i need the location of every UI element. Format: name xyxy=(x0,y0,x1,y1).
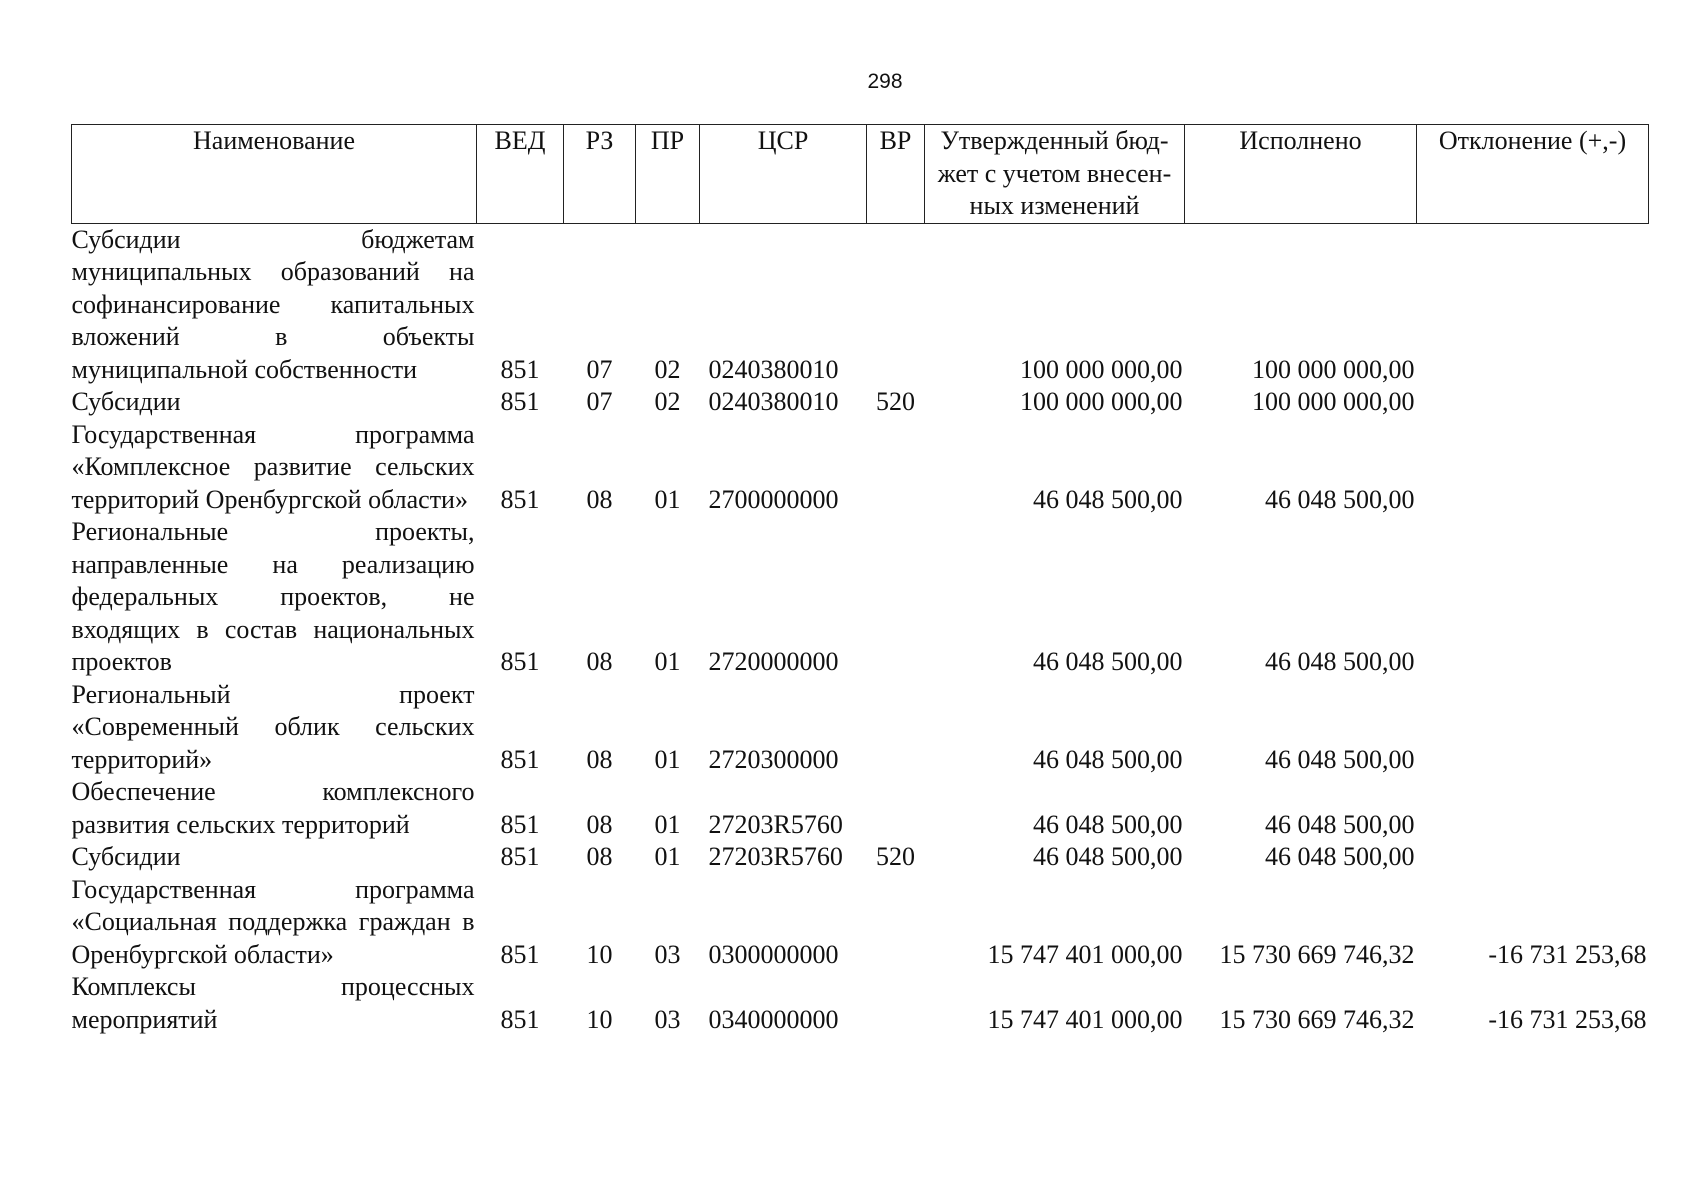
cell-ved: 851 xyxy=(500,939,540,969)
table-body xyxy=(72,223,1649,1036)
cell-csr: 0240380010 xyxy=(708,354,839,384)
cell-deviation xyxy=(1417,776,1649,841)
cell-csr: 2720000000 xyxy=(708,647,839,676)
cell-executed: 15 730 669 746,32 xyxy=(1219,1004,1415,1034)
cell-name: Субсидии бюджетам муниципальных образований на софинансирование капитальных вложений в объекты муниципальной собственности xyxy=(71,224,475,384)
cell-approved: 46 048 500,00 xyxy=(1033,809,1183,839)
header-approved-budget: Утвержденный бюд-жет с учетом внесен-ных изменений xyxy=(925,125,1185,224)
cell-approved: 15 747 401 000,00 xyxy=(987,1004,1183,1034)
cell-executed: 46 048 500,00 xyxy=(1265,744,1415,774)
cell-deviation xyxy=(1417,386,1649,419)
cell-vr: 520 xyxy=(876,842,915,871)
cell-approved: 46 048 500,00 xyxy=(1033,744,1183,774)
cell-approved: 46 048 500,00 xyxy=(1033,484,1183,514)
cell-ved: 851 xyxy=(500,387,540,416)
cell-rz: 08 xyxy=(586,484,613,514)
cell-executed: 46 048 500,00 xyxy=(1265,842,1415,871)
cell-ved: 851 xyxy=(500,1004,540,1034)
cell-approved: 100 000 000,00 xyxy=(1020,354,1183,384)
cell-pr: 01 xyxy=(654,842,681,871)
cell-vr xyxy=(867,419,925,517)
cell-deviation xyxy=(1417,516,1649,679)
cell-deviation xyxy=(1417,223,1649,386)
cell-pr: 03 xyxy=(654,1004,681,1034)
cell-name: Региональный проект «Современный облик сельских территорий» xyxy=(71,679,475,774)
table-row xyxy=(72,386,1649,419)
table-row xyxy=(72,419,1649,517)
cell-csr: 2700000000 xyxy=(708,484,839,514)
cell-name: Субсидии xyxy=(71,842,181,871)
cell-executed: 15 730 669 746,32 xyxy=(1219,939,1415,969)
cell-executed: 46 048 500,00 xyxy=(1265,809,1415,839)
cell-rz: 08 xyxy=(586,744,613,774)
cell-approved: 15 747 401 000,00 xyxy=(987,939,1183,969)
cell-rz: 07 xyxy=(586,354,613,384)
cell-vr: 520 xyxy=(876,387,915,416)
table-row xyxy=(72,223,1649,386)
cell-pr: 01 xyxy=(654,647,681,676)
cell-csr: 2720300000 xyxy=(708,744,839,774)
header-ved: ВЕД xyxy=(477,125,564,224)
cell-name: Обеспечение комплексного развития сельских территорий xyxy=(71,777,475,839)
cell-deviation: -16 731 253,68 xyxy=(1488,1004,1647,1034)
cell-ved: 851 xyxy=(500,354,540,384)
cell-approved: 100 000 000,00 xyxy=(1020,387,1183,416)
header-name: Наименование xyxy=(72,125,477,224)
cell-rz: 10 xyxy=(586,1004,613,1034)
cell-vr xyxy=(867,223,925,386)
cell-vr xyxy=(867,776,925,841)
table-row xyxy=(72,776,1649,841)
header-vr: ВР xyxy=(867,125,925,224)
cell-deviation xyxy=(1417,841,1649,874)
table-row xyxy=(72,516,1649,679)
cell-rz: 08 xyxy=(586,647,613,676)
cell-ved: 851 xyxy=(500,809,540,839)
cell-name: Региональные проекты, направленные на реализацию федеральных проектов, не входящих в состав национальных проектов xyxy=(71,517,475,676)
cell-vr xyxy=(867,971,925,1036)
cell-pr: 01 xyxy=(654,809,681,839)
cell-executed: 46 048 500,00 xyxy=(1265,647,1415,676)
cell-name: Государственная программа «Комплексное развитие сельских территорий Оренбургской области» xyxy=(71,419,475,514)
cell-ved: 851 xyxy=(500,647,540,676)
table-row xyxy=(72,841,1649,874)
cell-rz: 08 xyxy=(586,809,613,839)
cell-csr: 0340000000 xyxy=(708,1004,839,1034)
header-csr: ЦСР xyxy=(700,125,867,224)
cell-name: Комплексы процессных мероприятий xyxy=(71,972,475,1034)
cell-csr: 27203R5760 xyxy=(708,842,843,871)
cell-vr xyxy=(867,874,925,972)
cell-pr: 03 xyxy=(654,939,681,969)
table-row xyxy=(72,679,1649,777)
cell-vr xyxy=(867,679,925,777)
cell-approved: 46 048 500,00 xyxy=(1033,647,1183,676)
cell-ved: 851 xyxy=(500,744,540,774)
header-executed: Исполнено xyxy=(1185,125,1417,224)
cell-csr: 0240380010 xyxy=(708,387,839,416)
cell-pr: 01 xyxy=(654,744,681,774)
cell-ved: 851 xyxy=(500,842,540,871)
cell-ved: 851 xyxy=(500,484,540,514)
table-row xyxy=(72,971,1649,1036)
cell-deviation xyxy=(1417,419,1649,517)
cell-executed: 46 048 500,00 xyxy=(1265,484,1415,514)
cell-rz: 10 xyxy=(586,939,613,969)
cell-executed: 100 000 000,00 xyxy=(1252,354,1415,384)
cell-rz: 07 xyxy=(586,387,613,416)
cell-executed: 100 000 000,00 xyxy=(1252,387,1415,416)
cell-name: Государственная программа «Социальная поддержка граждан в Оренбургской области» xyxy=(71,874,475,969)
header-pr: ПР xyxy=(636,125,700,224)
cell-pr: 02 xyxy=(654,354,681,384)
cell-name: Субсидии xyxy=(71,387,181,416)
cell-rz: 08 xyxy=(586,842,613,871)
table-row xyxy=(72,874,1649,972)
header-rz: РЗ xyxy=(564,125,636,224)
cell-deviation xyxy=(1417,679,1649,777)
table-header xyxy=(72,125,1649,224)
cell-csr: 0300000000 xyxy=(708,939,839,969)
cell-approved: 46 048 500,00 xyxy=(1033,842,1183,871)
cell-deviation: -16 731 253,68 xyxy=(1488,939,1647,969)
cell-vr xyxy=(867,516,925,679)
cell-csr: 27203R5760 xyxy=(708,809,843,839)
budget-execution-table xyxy=(71,124,1649,1036)
header-row xyxy=(72,125,1649,224)
cell-pr: 02 xyxy=(654,387,681,416)
page-number: 298 xyxy=(867,70,903,93)
header-deviation: Отклонение (+,-) xyxy=(1417,125,1649,224)
cell-pr: 01 xyxy=(654,484,681,514)
